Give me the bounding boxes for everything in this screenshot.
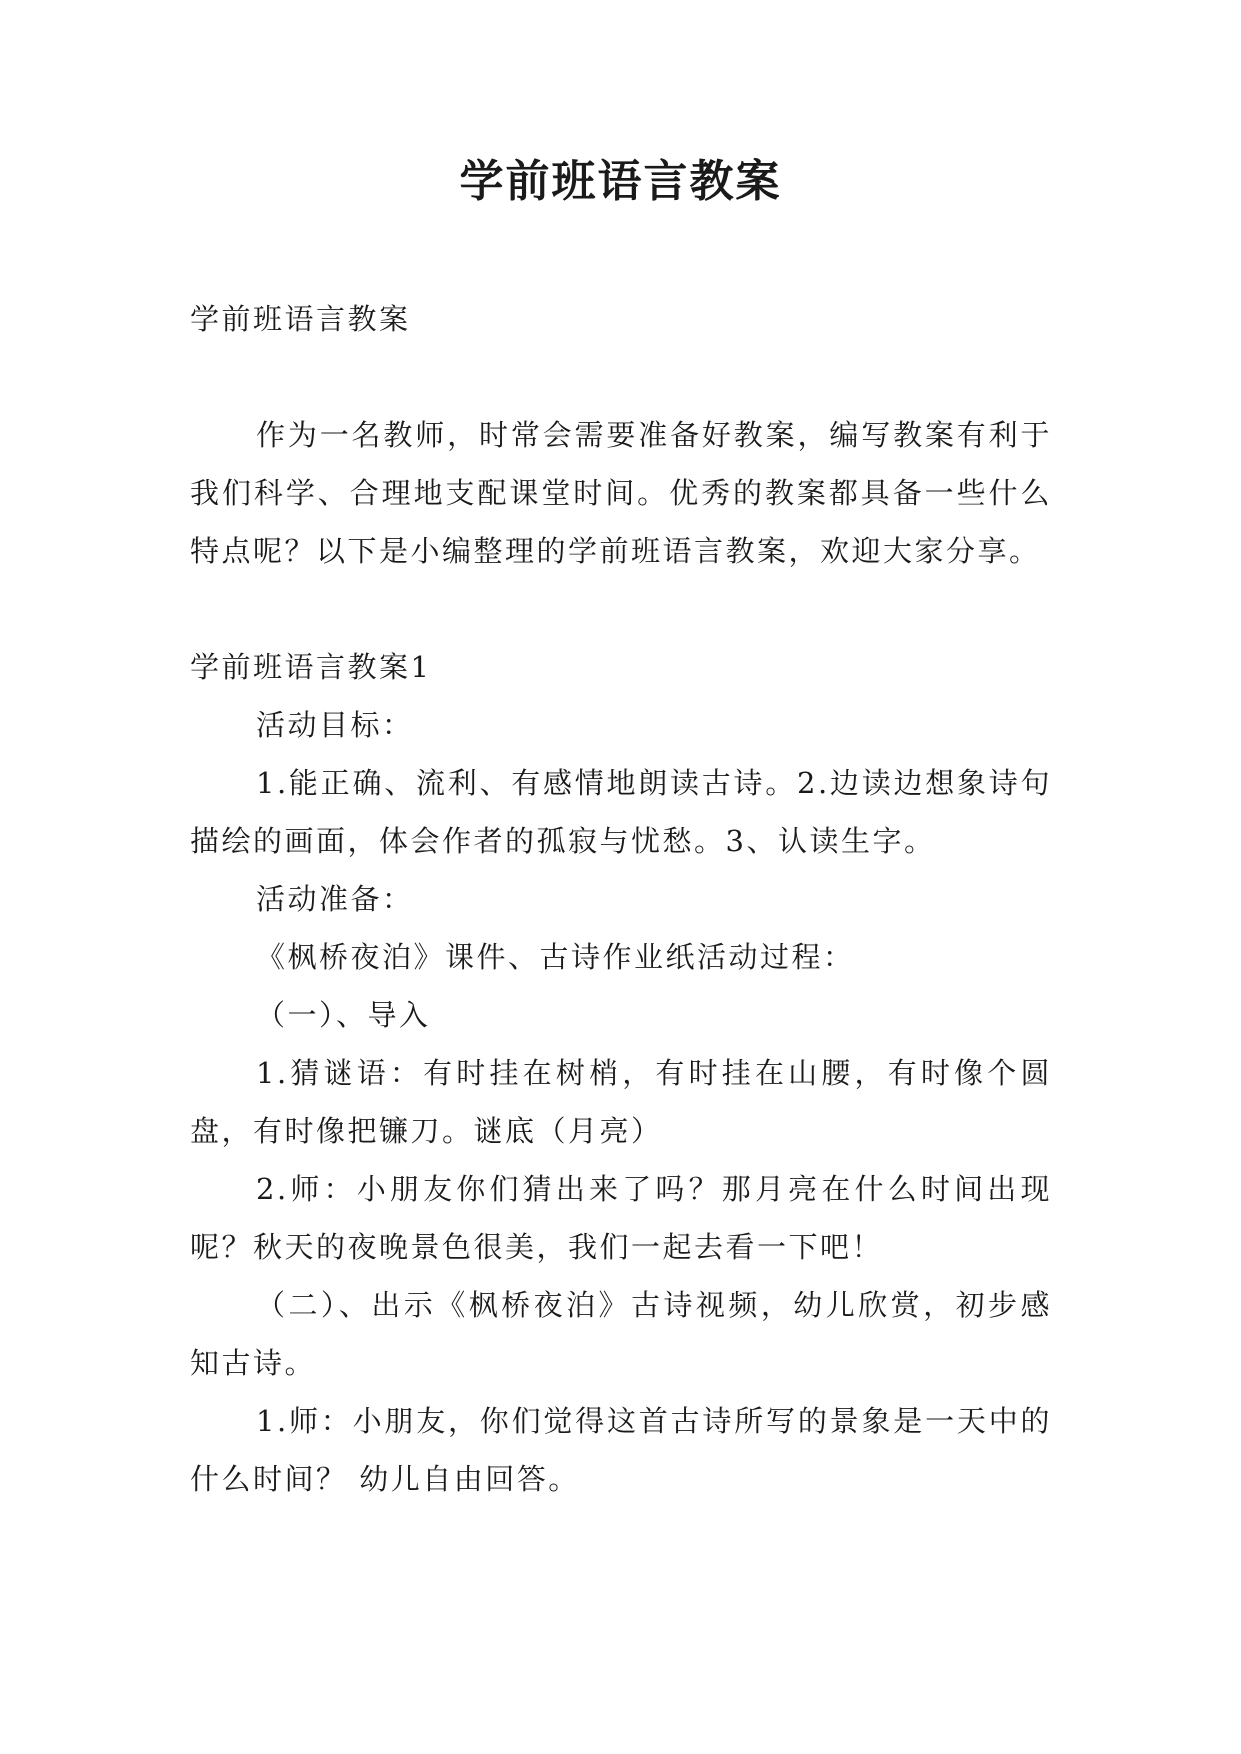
riddle-paragraph: 1.猜谜语：有时挂在树梢，有时挂在山腰，有时像个圆盘，有时像把镰刀。谜底（月亮） (190, 1056, 1052, 1148)
teacher-question-time-paragraph: 1.师：小朋友，你们觉得这首古诗所写的景象是一天中的什么时间？ 幼儿自由回答。 (190, 1404, 1052, 1496)
document-title: 学前班语言教案 (459, 156, 782, 207)
document-subtitle: 学前班语言教案 (190, 302, 411, 336)
step-two-heading: （二）、出示《枫桥夜泊》古诗视频，幼儿欣赏，初步感知古诗。 (190, 1288, 1052, 1380)
activity-prep-text: 《枫桥夜泊》课件、古诗作业纸活动过程： (256, 940, 855, 974)
activity-goal-text: 1.能正确、流利、有感情地朗读古诗。2.边读边想象诗句描绘的画面，体会作者的孤寂与忧愁。3、认读生字。 (190, 766, 1052, 858)
activity-goal-label: 活动目标： (256, 708, 414, 742)
activity-prep-label: 活动准备： (256, 882, 414, 916)
step-one-heading: （一）、导入 (256, 998, 431, 1032)
document-body (190, 290, 1052, 1508)
intro-paragraph: 作为一名教师，时常会需要准备好教案，编写教案有利于我们科学、合理地支配课堂时间。优秀的教案都具备一些什么特点呢？以下是小编整理的学前班语言教案，欢迎大家分享。 (190, 418, 1052, 568)
teacher-question-paragraph: 2.师：小朋友你们猜出来了吗？那月亮在什么时间出现呢？秋天的夜晚景色很美，我们一起去看一下吧！ (190, 1172, 1052, 1264)
section-heading: 学前班语言教案1 (190, 650, 432, 684)
